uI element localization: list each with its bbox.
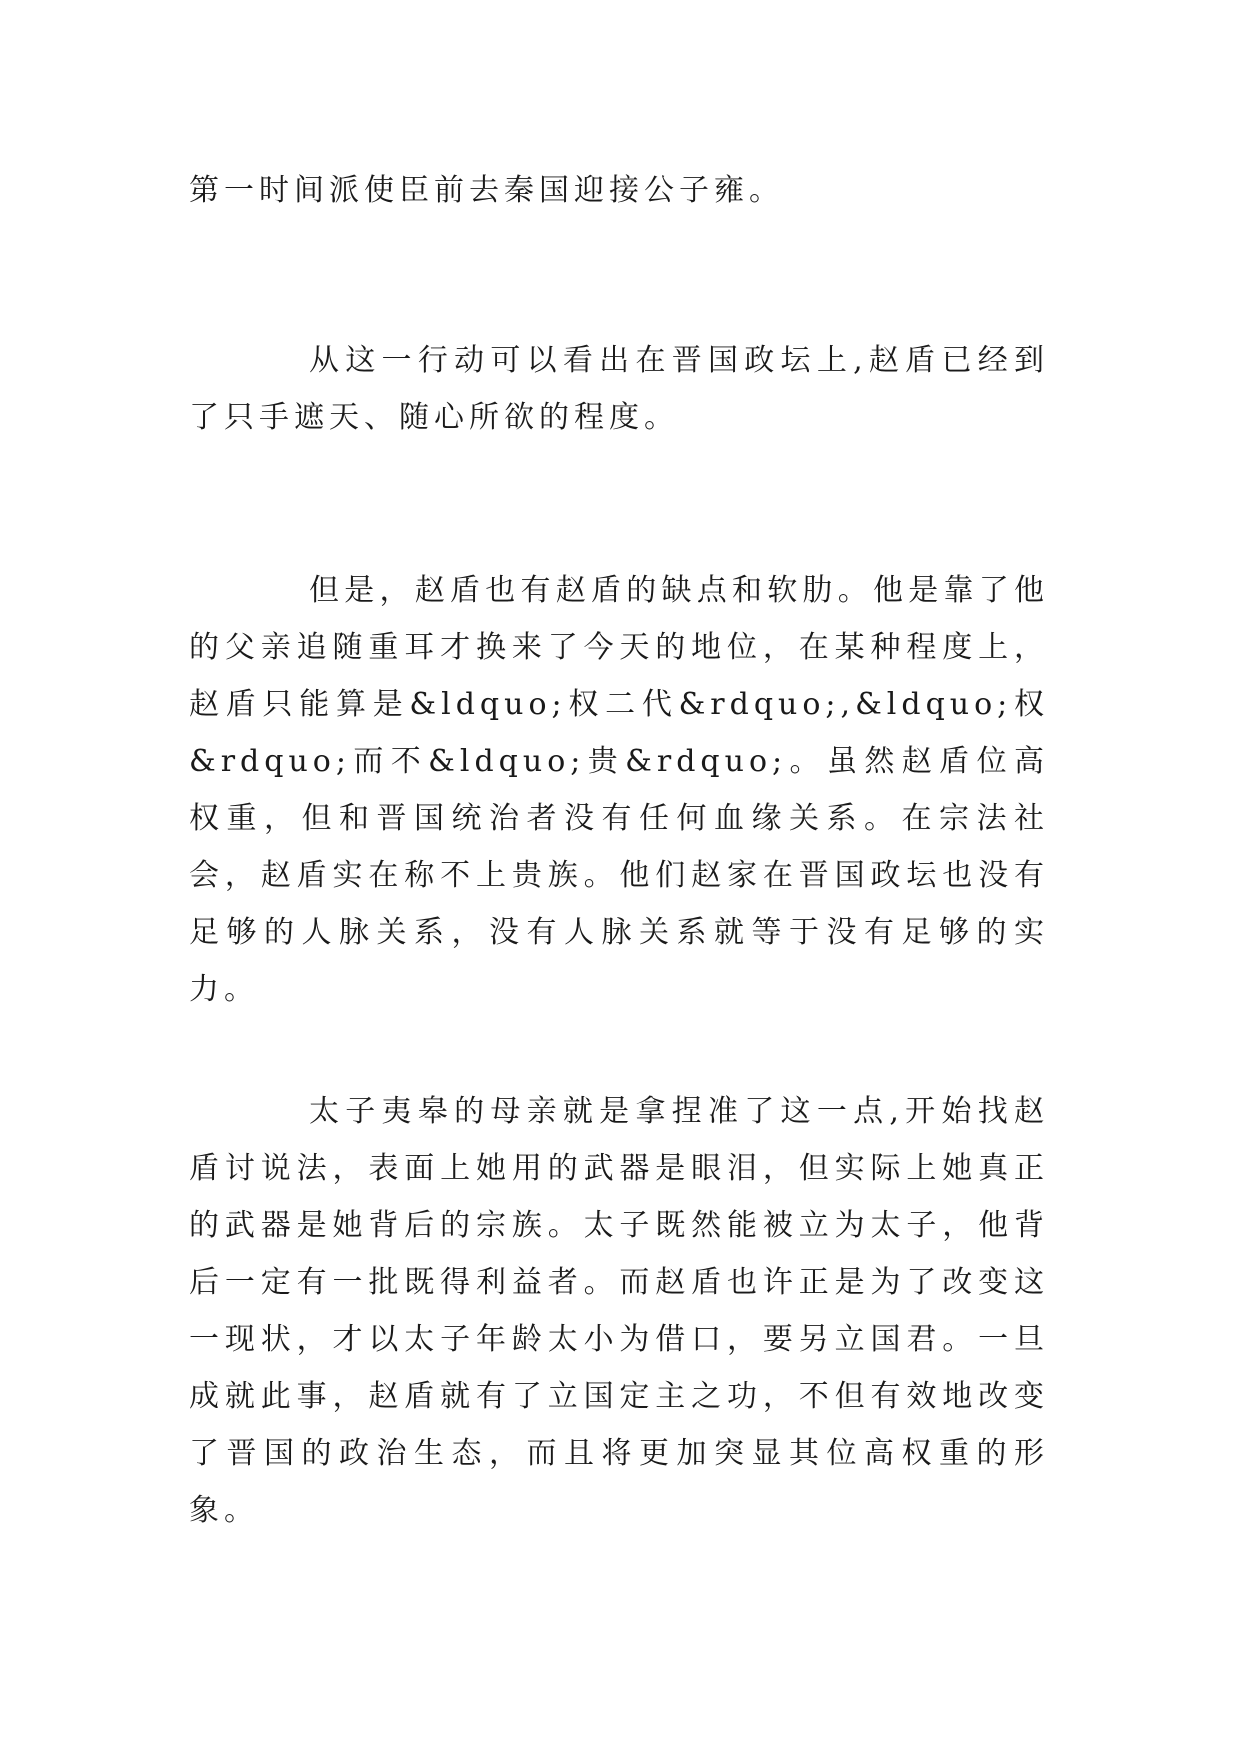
paragraph-4: 太子夷皋的母亲就是拿捏准了这一点,开始找赵盾讨说法，表面上她用的武器是眼泪，但实际上她真正的武器是她背后的宗族。太子既然能被立为太子，他背后一定有一批既得利益者。而赵盾也许正是为了改变这一现状，才以太子年龄太小为借口，要另立国君。一旦成就此事，赵盾就有了立国定主之功，不但有效地改变了晋国的政治生态，而且将更加突显其位高权重的形象。 — [189, 1094, 1049, 1528]
paragraph-3: 但是，赵盾也有赵盾的缺点和软肋。他是靠了他的父亲追随重耳才换来了今天的地位，在某种程度上，赵盾只能算是&ldquo;权二代&rdquo;,&ldquo;权&rdquo;而不&ldquo;贵&rdquo;。虽然赵盾位高权重，但和晋国统治者没有任何血缘关系。在宗法社会，赵盾实在称不上贵族。他们赵家在晋国政坛也没有足够的人脉关系，没有人脉关系就等于没有足够的实力。 — [189, 573, 1049, 1007]
paragraph-1: 第一时间派使臣前去秦国迎接公子雍。 — [189, 173, 784, 208]
paragraph-2: 从这一行动可以看出在晋国政坛上,赵盾已经到了只手遮天、随心所欲的程度。 — [189, 343, 1049, 435]
